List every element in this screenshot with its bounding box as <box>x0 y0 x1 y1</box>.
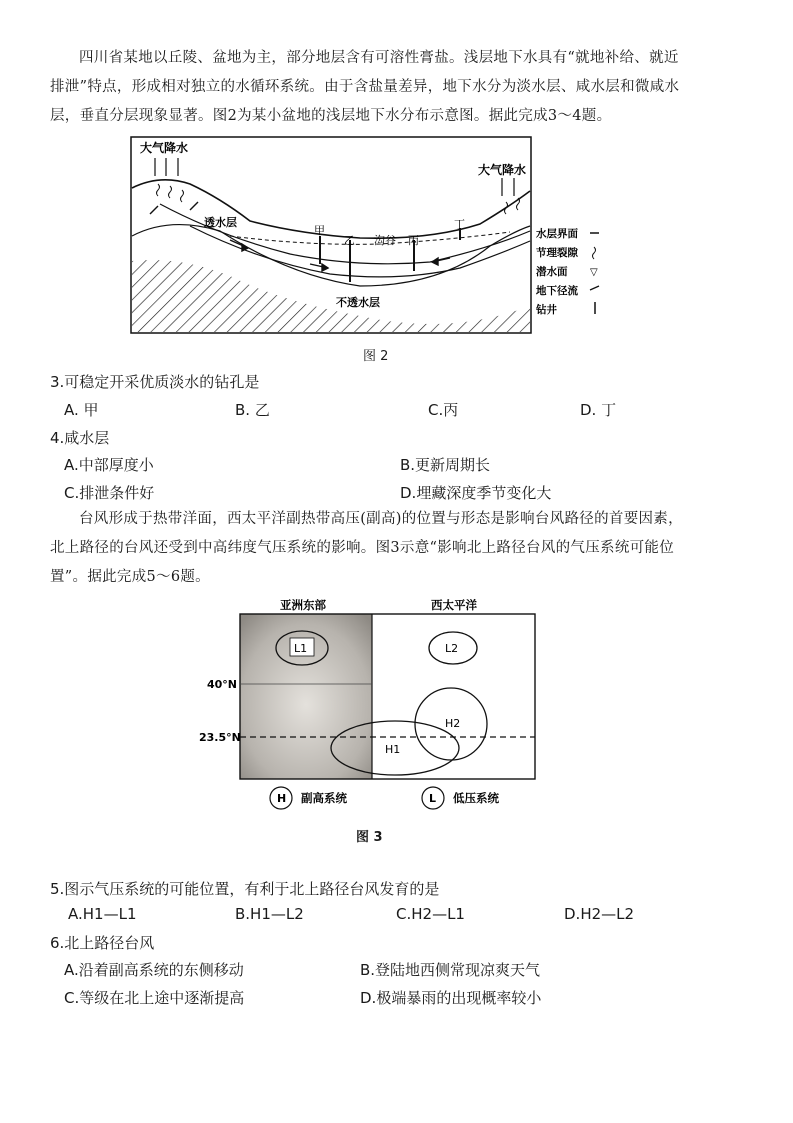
question-6-stem: 6.北上路径台风 <box>50 934 155 952</box>
q5-option-a[interactable]: A.H1—L1 <box>68 905 137 923</box>
svg-text:钻井: 钻井 <box>536 304 557 316</box>
well-bing: 丙 <box>408 234 419 247</box>
q3-option-c[interactable]: C.丙 <box>428 401 459 419</box>
permeable-label: 透水层 <box>204 216 237 229</box>
svg-text:H: H <box>277 792 287 805</box>
svg-text:L: L <box>429 792 437 805</box>
rain-label-right: 大气降水 <box>478 163 527 177</box>
question-3-stem: 3.可稳定开采优质淡水的钻孔是 <box>50 373 260 391</box>
q5-option-b[interactable]: B.H1—L2 <box>235 905 304 923</box>
q3-option-a[interactable]: A. 甲 <box>64 401 99 419</box>
region-west-pacific: 西太平洋 <box>431 598 477 612</box>
lat-23-label: 23.5°N <box>199 731 241 744</box>
figure-3-caption: 图 3 <box>356 830 383 845</box>
question-5-stem: 5.图示气压系统的可能位置，有利于北上路径台风发育的是 <box>50 880 440 898</box>
q5-option-c[interactable]: C.H2—L1 <box>396 905 465 923</box>
q5-option-d[interactable]: D.H2—L2 <box>564 905 635 923</box>
legend-l-label: 低压系统 <box>453 791 499 805</box>
figure-2-diagram <box>130 136 600 342</box>
rain-label-left: 大气降水 <box>140 141 189 155</box>
question-4-stem: 4.咸水层 <box>50 429 110 447</box>
passage-2: 台风形成于热带洋面，西太平洋副热带高压(副高)的位置与形态是影响台风路径的首要因素，北上路径的台风还受到中高纬度气压系统的影响。图3示意“影响北上路径台风的气压系统可能位置”。据此完成5～6题。 <box>50 511 683 585</box>
svg-text:地下径流: 地下径流 <box>536 285 578 297</box>
q6-option-b[interactable]: B.登陆地西侧常现凉爽天气 <box>360 961 541 979</box>
region-asia-east: 亚洲东部 <box>280 598 326 612</box>
well-yi: 乙 <box>344 234 355 247</box>
q3-option-b[interactable]: B. 乙 <box>235 401 270 419</box>
figure-3-diagram <box>195 596 550 816</box>
svg-text:L2: L2 <box>445 642 459 655</box>
q3-option-d[interactable]: D. 丁 <box>580 401 617 419</box>
well-jia: 甲 <box>314 224 325 237</box>
q4-option-a[interactable]: A.中部厚度小 <box>64 456 154 474</box>
water-table-symbol: ▽ <box>590 267 598 278</box>
legend-h-label: 副高系统 <box>301 791 347 805</box>
q4-option-b[interactable]: B.更新周期长 <box>400 456 491 474</box>
lat-40-label: 40°N <box>207 678 238 691</box>
valley-label: 沟谷 <box>374 234 396 247</box>
svg-text:节理裂隙: 节理裂隙 <box>536 247 578 259</box>
svg-text:H2: H2 <box>445 717 461 730</box>
q6-option-c[interactable]: C.等级在北上途中逐渐提高 <box>64 989 245 1007</box>
svg-text:水层界面: 水层界面 <box>536 228 578 240</box>
rain-arrows-left <box>155 158 514 196</box>
q4-option-d[interactable]: D.埋藏深度季节变化大 <box>400 484 552 502</box>
svg-text:L1: L1 <box>294 642 308 655</box>
figure-2-legend <box>535 227 599 316</box>
impermeable-label: 不透水层 <box>336 296 380 309</box>
passage-1: 四川省某地以丘陵、盆地为主，部分地层含有可溶性膏盐。浅层地下水具有“就地补给、就近排泄”特点，形成相对独立的水循环系统。由于含盐量差异，地下水分为淡水层、咸水层和微咸水层，垂直分层现象显著。图2为某小盆地的浅层地下水分布示意图。据此完成3～4题。 <box>50 50 680 124</box>
figure-2-caption: 图 2 <box>363 349 389 364</box>
joint-fissure-symbols <box>157 184 520 214</box>
svg-text:H1: H1 <box>385 743 401 756</box>
svg-text:潜水面: 潜水面 <box>536 266 568 278</box>
q4-option-c[interactable]: C.排泄条件好 <box>64 484 155 502</box>
well-ding: 丁 <box>454 218 465 231</box>
q6-option-d[interactable]: D.极端暴雨的出现概率较小 <box>360 989 542 1007</box>
q6-option-a[interactable]: A.沿着副高系统的东侧移动 <box>64 961 244 979</box>
